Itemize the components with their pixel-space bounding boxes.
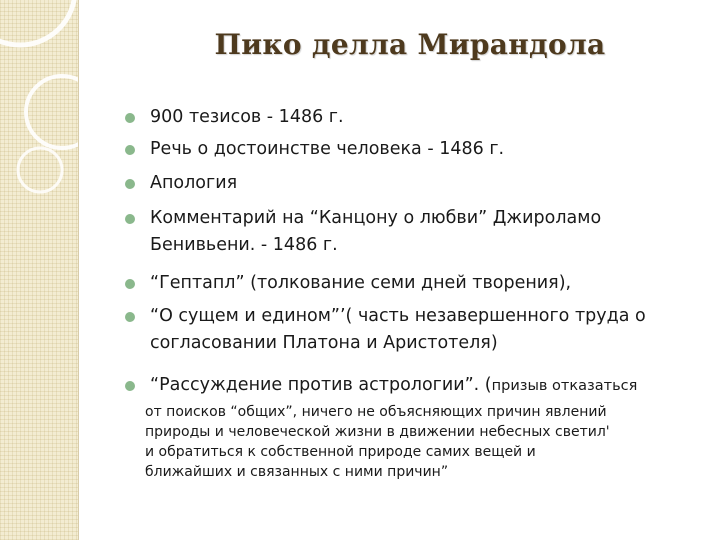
list-item	[150, 170, 710, 197]
list-item-subtext: ближайших и связанных с ними причин”	[145, 464, 449, 480]
bullet-icon	[125, 214, 135, 224]
list-item-text: согласовании Платона и Аристотеля)	[150, 333, 498, 353]
list-item	[150, 136, 710, 163]
bullet-icon	[125, 179, 135, 189]
list-item	[145, 372, 710, 482]
bullet-icon	[125, 145, 135, 155]
list-item-subtext: природы и человеческой жизни в движении небесных светил'	[145, 424, 610, 440]
list-item-subtext: и обратиться к собственной природе самих вещей и	[145, 444, 536, 460]
bullet-icon	[125, 113, 135, 123]
list-item-text: Бенивьени. - 1486 г.	[150, 235, 338, 255]
list-item-text: 900 тезисов - 1486 г.	[150, 107, 344, 127]
list-item	[150, 303, 710, 357]
list-item-text: Апология	[150, 173, 238, 193]
list-item-text: Речь о достоинстве человека - 1486 г.	[150, 139, 505, 159]
list-item-subtext: от поисков “общих”, ничего не объясняющих причин явлений	[145, 404, 607, 420]
bullet-icon	[125, 381, 135, 391]
slide-title: Пико делла Мирандола	[214, 28, 606, 61]
bullet-icon	[125, 312, 135, 322]
list-item-text: “Гептапл” (толкование семи дней творения),	[150, 273, 572, 293]
list-item	[150, 205, 710, 259]
list-item-text: призыв отказаться	[491, 378, 638, 394]
decorative-sidebar	[0, 0, 79, 540]
list-item-text: “О сущем и едином”’( часть незавершенного труда о	[150, 306, 646, 326]
list-item	[150, 104, 710, 131]
list-item-text: Комментарий на “Канцону о любви” Джироламо	[150, 208, 602, 228]
decorative-circles-icon	[0, 0, 78, 540]
list-item	[150, 270, 710, 297]
bullet-icon	[125, 279, 135, 289]
list-item-text: “Рассуждение против астрологии”. (	[150, 375, 492, 395]
